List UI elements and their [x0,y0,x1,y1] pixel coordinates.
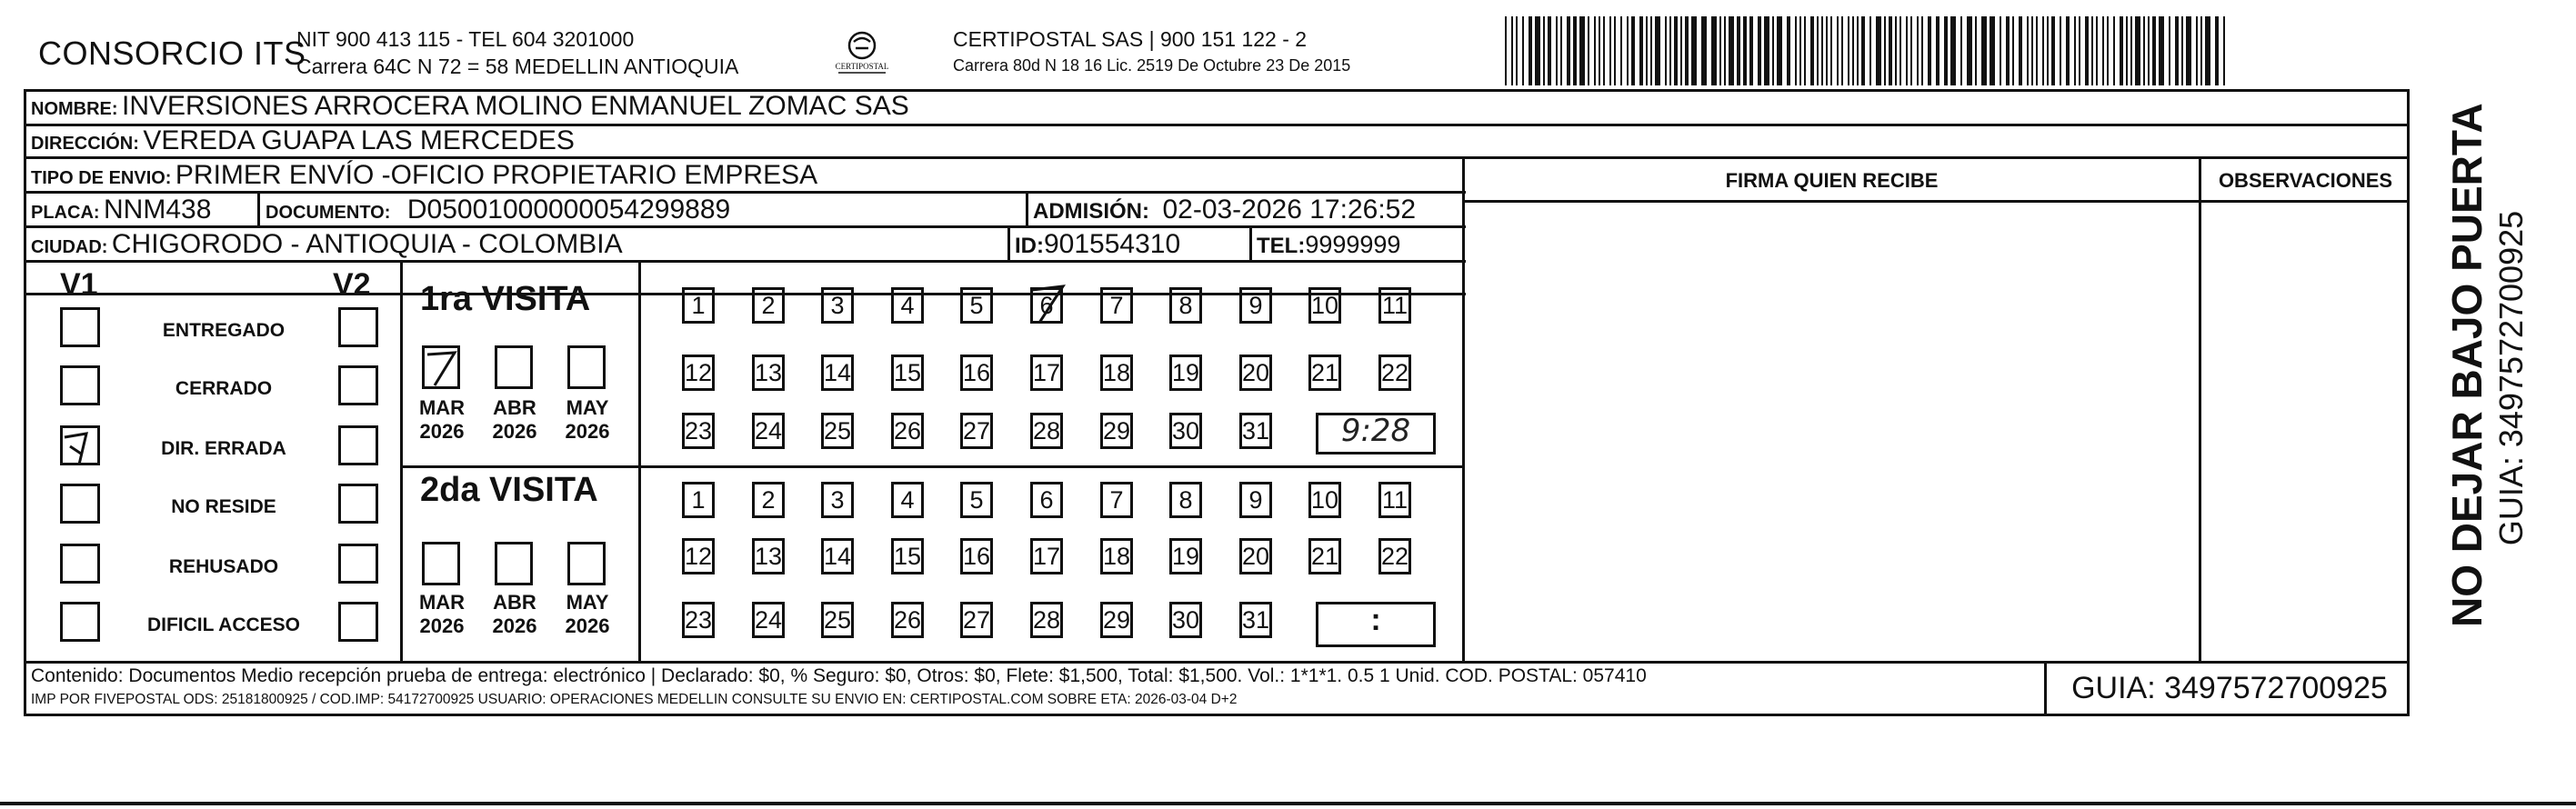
day-number: 13 [755,543,783,570]
day-checkbox[interactable] [1100,538,1133,574]
footer-contents: Contenido: Documentos Medio recepción prueba de entrega: electrónico | Declarado: $0, % Seguro: $0, Otros: $0, Flete: $1,500, Total: $1,500. Vol.: 1*1*1. 0.5 1 Unid. COD. POSTAL: 057410 [31,665,1647,686]
month-name: MAR [418,591,466,614]
day-checkbox[interactable] [682,482,715,518]
day-checkbox[interactable] [1239,287,1272,324]
month-year: 2026 [565,420,610,443]
nombre-label: NOMBRE: [31,99,118,119]
visit-time: 9:28 [1340,413,1411,449]
day-number: 27 [963,606,991,634]
day-checkbox[interactable] [1030,538,1063,574]
day-checkbox[interactable] [1030,482,1063,518]
day-number: 26 [894,606,922,634]
month-year: 2026 [565,614,610,637]
day-number: 2 [761,292,776,319]
day-number: 30 [1172,417,1200,444]
company-address: Carrera 64C N 72 = 58 MEDELLIN ANTIOQUIA [296,55,739,78]
direccion-label: DIRECCIÓN: [31,134,139,154]
day-number: 22 [1381,543,1409,570]
day-number: 7 [1109,292,1124,319]
day-checkbox[interactable] [1100,355,1133,391]
day-checkbox[interactable] [1239,482,1272,518]
documento-label: DOCUMENTO: [266,203,391,223]
day-checkbox[interactable] [891,413,924,449]
day-number: 26 [894,417,922,444]
recipient-address: VEREDA GUAPA LAS MERCEDES [143,125,575,155]
month-label [560,591,615,638]
day-number: 12 [685,359,713,386]
day-checkbox[interactable] [960,413,993,449]
day-checkbox[interactable] [1308,355,1341,391]
day-number: 17 [1033,543,1061,570]
v1-checkbox[interactable] [60,365,100,405]
day-checkbox[interactable] [1100,482,1133,518]
day-checkbox[interactable] [682,355,715,391]
day-checkbox[interactable] [1239,538,1272,574]
day-checkbox[interactable] [1030,602,1063,638]
courier-name: CERTIPOSTAL SAS | 900 151 122 - 2 [953,27,1308,51]
day-number: 14 [824,359,852,386]
day-checkbox[interactable] [891,355,924,391]
day-number: 21 [1311,359,1339,386]
day-checkbox[interactable] [1308,538,1341,574]
status-option-label: NO RESIDE [171,496,276,517]
status-option-label: ENTREGADO [162,320,286,341]
day-checkbox[interactable] [891,538,924,574]
day-number: 19 [1172,543,1200,570]
recipient-name: INVERSIONES ARROCERA MOLINO ENMANUEL ZOMAC SAS [122,91,909,121]
v2-checkbox[interactable] [338,365,378,405]
day-number: 13 [755,359,783,386]
company-nit: NIT 900 413 115 - TEL 604 3201000 [296,27,635,51]
day-number: 9 [1248,486,1263,514]
day-checkbox[interactable] [960,602,993,638]
day-checkbox[interactable] [1239,413,1272,449]
day-number: 14 [824,543,852,570]
logo-text: CERTIPOSTAL [835,62,889,71]
city-value: CHIGORODO - ANTIOQUIA - COLOMBIA [111,229,623,259]
v2-checkbox[interactable] [338,544,378,584]
month-year: 2026 [492,420,537,443]
month-checkbox[interactable] [495,542,533,585]
day-number: 30 [1172,606,1200,634]
day-checkbox[interactable] [1169,602,1202,638]
admission-date: 02-03-2026 17:26:52 [1162,195,1417,225]
day-number: 8 [1178,486,1193,514]
day-checkbox[interactable] [1030,413,1063,449]
id-value: 901554310 [1044,229,1181,259]
day-number: 31 [1242,417,1270,444]
footer-print-info: IMP POR FIVEPOSTAL ODS: 25181800925 / COD.IMP: 54172700925 USUARIO: OPERACIONES MEDELLIN CONSULTE SU ENVIO EN: CERTIPOSTAL.COM SOBRE ETA: 2026-03-04 D+2 [31,692,1238,707]
tel-label: TEL: [1257,234,1306,258]
day-number: 17 [1033,359,1061,386]
day-checkbox[interactable] [960,482,993,518]
month-checkbox[interactable] [422,345,460,389]
day-number: 11 [1381,486,1408,514]
shipment-type: PRIMER ENVÍO -OFICIO PROPIETARIO EMPRESA [175,160,818,190]
day-checkbox[interactable] [682,413,715,449]
day-number: 3 [830,486,845,514]
second-visit-title: 2da VISITA [420,471,598,509]
day-number: 10 [1311,292,1339,319]
day-number: 6 [1039,292,1054,319]
day-checkbox[interactable] [1239,602,1272,638]
day-checkbox[interactable] [1100,413,1133,449]
status-option-label: DIFICIL ACCESO [146,614,300,635]
day-checkbox[interactable] [752,355,785,391]
day-number: 29 [1103,417,1131,444]
day-number: 12 [685,543,713,570]
v2-checkbox[interactable] [338,484,378,524]
company-name: CONSORCIO ITS [38,35,306,72]
month-name: MAR [418,396,466,419]
day-number: 16 [963,359,991,386]
firma-area[interactable] [1466,204,2198,660]
day-number: 10 [1311,486,1339,514]
day-checkbox[interactable] [1100,287,1133,324]
day-number: 19 [1172,359,1200,386]
day-number: 8 [1178,292,1193,319]
month-year: 2026 [492,614,537,637]
day-number: 31 [1242,606,1270,634]
admision-label: ADMISIÓN: [1033,199,1149,224]
month-mark-icon [422,345,460,389]
day-number: 16 [963,543,991,570]
day-checkbox[interactable] [752,538,785,574]
day-checkbox[interactable] [1169,482,1202,518]
day-checkbox[interactable] [1308,287,1341,324]
month-checkbox[interactable] [495,345,533,389]
v2-checkbox[interactable] [338,602,378,642]
month-year: 2026 [419,420,465,443]
barcode [1505,16,2228,85]
v1-checkbox[interactable] [60,484,100,524]
day-checkbox[interactable] [821,538,854,574]
day-checkbox[interactable] [1030,355,1063,391]
day-number: 23 [685,606,713,634]
time-box[interactable] [1316,602,1436,647]
v2-checkbox[interactable] [338,307,378,347]
day-number: 11 [1381,292,1408,319]
ciudad-label: CIUDAD: [31,237,108,257]
page-edge [0,802,2576,805]
day-checkbox[interactable] [752,413,785,449]
day-checkbox[interactable] [682,538,715,574]
day-number: 15 [894,359,922,386]
month-label [560,396,615,444]
month-label [487,591,542,638]
day-number: 27 [963,417,991,444]
id-label: ID: [1015,234,1044,258]
month-name: MAY [566,591,609,614]
day-checkbox[interactable] [752,602,785,638]
footer-guia: GUIA: 3497572700925 [2071,671,2388,705]
placa-label: PLACA: [31,203,100,223]
day-checkbox[interactable] [1308,482,1341,518]
day-number: 6 [1039,486,1054,514]
day-checkbox[interactable] [1378,538,1411,574]
first-visit-title: 1ra VISITA [420,280,591,318]
courier-address: Carrera 80d N 18 16 Lic. 2519 De Octubre 23 De 2015 [953,56,1351,75]
day-number: 28 [1033,417,1061,444]
firma-header: FIRMA QUIEN RECIBE [1725,169,1939,192]
plate-value: NNM438 [104,195,212,225]
v1-checkbox[interactable] [60,425,100,465]
day-checkbox[interactable] [891,602,924,638]
status-option-label: CERRADO [175,378,273,399]
day-number: 4 [900,292,915,319]
side-warning: NO DEJAR BAJO PUERTA [2443,103,2491,627]
day-number: 20 [1242,543,1270,570]
day-checkbox[interactable] [1378,355,1411,391]
day-number: 25 [824,606,852,634]
certipostal-logo-mark [826,25,898,80]
day-checkbox[interactable] [752,287,785,324]
day-checkbox[interactable] [1378,482,1411,518]
day-checkbox[interactable] [1169,413,1202,449]
day-checkbox[interactable] [682,287,715,324]
day-number: 4 [900,486,915,514]
day-checkbox[interactable] [960,538,993,574]
visit-time: : [1370,603,1381,637]
month-name: ABR [493,591,536,614]
month-label [415,396,469,444]
v1-checkbox[interactable] [60,307,100,347]
day-number: 9 [1248,292,1263,319]
observaciones-area[interactable] [2202,204,2409,660]
day-checkbox[interactable] [1169,538,1202,574]
day-checkbox[interactable] [1030,287,1063,324]
day-checkbox[interactable] [821,287,854,324]
day-checkbox[interactable] [960,355,993,391]
tel-value: 9999999 [1305,231,1401,258]
status-option-label: DIR. ERRADA [161,438,286,459]
side-guia: GUIA: 3497572700925 [2492,210,2530,546]
day-number: 25 [824,417,852,444]
observaciones-header: OBSERVACIONES [2218,169,2393,192]
v2-header: V2 [333,267,371,302]
v2-checkbox[interactable] [338,425,378,465]
day-number: 3 [830,292,845,319]
day-number: 29 [1103,606,1131,634]
day-number: 18 [1103,359,1131,386]
day-number: 28 [1033,606,1061,634]
day-mark-icon [1030,285,1067,325]
day-number: 24 [755,606,783,634]
day-number: 18 [1103,543,1131,570]
day-checkbox[interactable] [1378,287,1411,324]
month-checkbox[interactable] [567,542,606,585]
day-checkbox[interactable] [682,602,715,638]
tipo-envio-label: TIPO DE ENVIO: [31,168,172,188]
day-number: 1 [691,292,706,319]
month-label [487,396,542,444]
v1-checkbox[interactable] [60,602,100,642]
v1-checkbox[interactable] [60,544,100,584]
day-checkbox[interactable] [821,482,854,518]
day-number: 15 [894,543,922,570]
day-checkbox[interactable] [1100,602,1133,638]
day-checkbox[interactable] [1239,355,1272,391]
barcode-bars [1505,16,2228,85]
day-checkbox[interactable] [891,482,924,518]
day-number: 7 [1109,486,1124,514]
certipostal-logo [826,25,898,80]
month-label [415,591,469,638]
day-number: 1 [691,486,706,514]
time-box[interactable] [1316,413,1436,454]
day-number: 5 [969,486,984,514]
status-option-label: REHUSADO [168,556,279,577]
day-checkbox[interactable] [1169,355,1202,391]
day-checkbox[interactable] [752,482,785,518]
check-mark-icon [63,428,103,468]
month-name: MAY [566,396,609,419]
month-checkbox[interactable] [567,345,606,389]
day-number: 24 [755,417,783,444]
day-checkbox[interactable] [1169,287,1202,324]
v1-header: V1 [60,267,98,302]
day-number: 23 [685,417,713,444]
day-checkbox[interactable] [891,287,924,324]
day-checkbox[interactable] [960,287,993,324]
day-number: 22 [1381,359,1409,386]
month-name: ABR [493,396,536,419]
document-value: D05001000000054299889 [406,195,731,225]
day-number: 5 [969,292,984,319]
day-number: 2 [761,486,776,514]
day-checkbox[interactable] [821,413,854,449]
month-checkbox[interactable] [422,542,460,585]
day-number: 21 [1311,543,1339,570]
month-year: 2026 [419,614,465,637]
day-number: 20 [1242,359,1270,386]
day-checkbox[interactable] [821,355,854,391]
day-checkbox[interactable] [821,602,854,638]
